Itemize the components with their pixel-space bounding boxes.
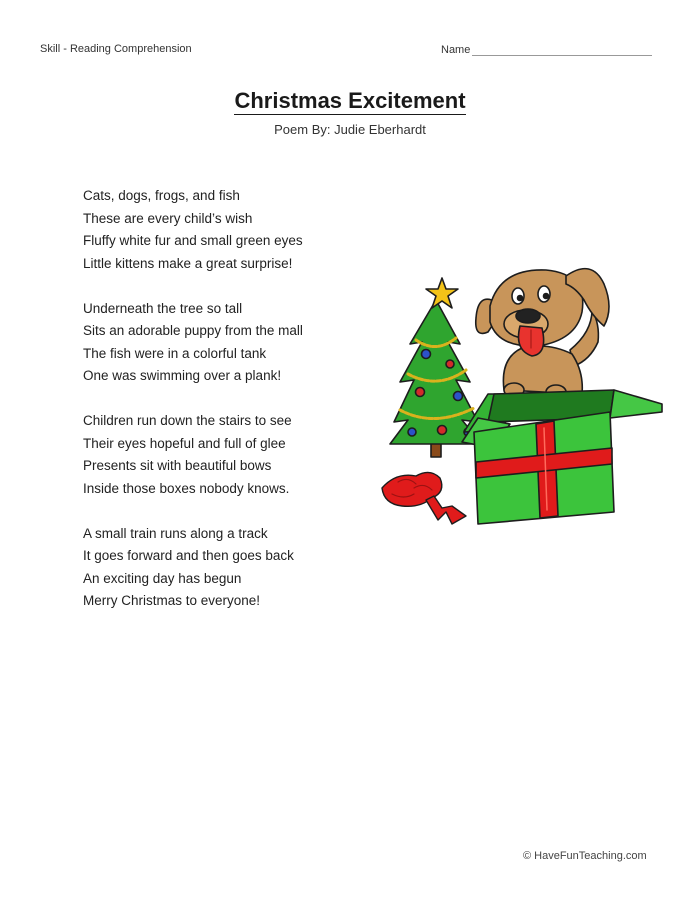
skill-label: Skill - Reading Comprehension [40,43,192,55]
stanza [83,185,303,275]
poem-line: The fish were in a colorful tank [83,345,267,361]
poem-line: Little kittens make a great surprise! [83,255,293,271]
poem-line: Underneath the tree so tall [83,300,243,316]
name-line[interactable] [472,43,652,56]
poem-line: Merry Christmas to everyone! [83,593,261,608]
stanza [83,410,303,500]
poem-line: Their eyes hopeful and full of glee [83,435,286,451]
poem-line: A small train runs along a track [83,525,268,541]
stanza [83,298,303,388]
red-bow-icon [382,472,466,524]
poem-line: Inside those boxes nobody knows. [83,480,290,496]
poem-line: Sits an adorable puppy from the mall [83,323,303,338]
puppy-gift-illustration [378,262,668,535]
gift-box-icon [462,390,662,524]
poem-line: Children run down the stairs to see [83,413,292,428]
puppy-icon [476,269,609,399]
poem-line: Fluffy white fur and small green eyes [83,233,303,248]
poem-line: It goes forward and then goes back [83,548,294,563]
poem [83,185,303,635]
title-text: Christmas Excitement [234,88,466,113]
stanza [83,523,303,613]
poem-line: An exciting day has begun [83,570,242,586]
page-title [0,88,700,114]
copyright: © HaveFunTeaching.com [523,850,647,862]
poem-line: One was swimming over a plank! [83,368,282,383]
poem-line: These are every child’s wish [83,210,253,226]
name-field[interactable] [441,43,652,56]
poem-author: Poem By: Judie Eberhardt [274,122,426,137]
poem-line: Presents sit with beautiful bows [83,458,272,473]
poem-line: Cats, dogs, frogs, and fish [83,188,240,203]
name-label: Name [441,44,471,56]
